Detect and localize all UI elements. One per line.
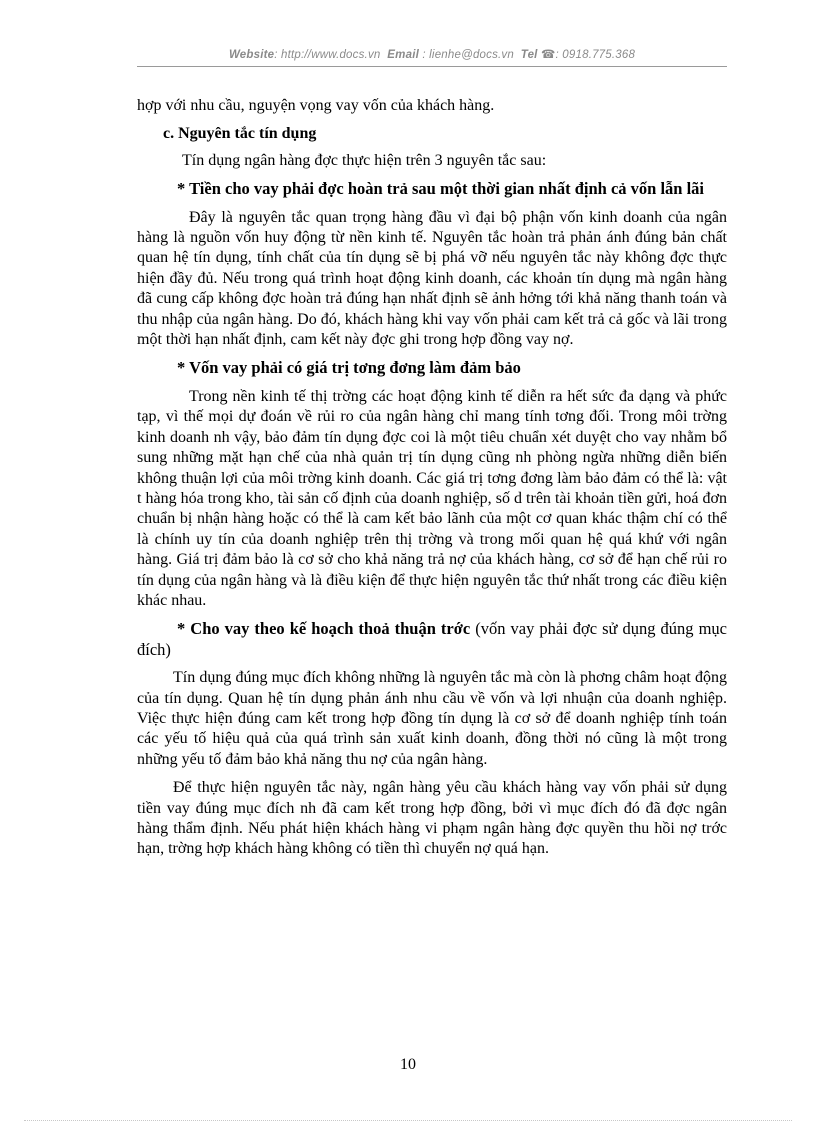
email-value: : lienhe@docs.vn	[422, 49, 514, 61]
header-rule	[137, 66, 727, 67]
section-heading-c: c. Nguyên tắc tín dụng	[163, 125, 317, 143]
principle-paragraph-1: Đây là nguyên tắc quan trọng hàng đầu vì đại bộ phận vốn kinh doanh của ngân hàng là nguồn vốn huy động từ nền kinh tế. Nguyên tắc hoàn trả phản ánh đúng bản chất quan hệ tín dụng, tính chất của tín dụng sẽ bị phá vỡ nếu nguyên tắc này không đợc thực hiện đầy đủ. Nếu trong quá trình hoạt động kinh doanh, các khoản tín dụng mà ngân hàng đã cung cấp không đợc hoàn trả đúng hạn nhất định sẽ ảnh hởng tới khả năng thanh toán và thu nhập của ngân hàng. Do đó, khách hàng khi vay vốn phải cam kết trả cả gốc và lãi trong một thời hạn nhất định, cam kết này đợc ghi trong hợp đồng vay nợ.	[137, 208, 727, 349]
principle-heading-2: * Vốn vay phải có giá trị tơng đơng làm đảm bảo	[177, 358, 521, 378]
email-label: Email	[387, 49, 419, 61]
page-header	[137, 47, 727, 61]
principle-paragraph-3: Tín dụng đúng mục đích không những là nguyên tắc mà còn là phơng châm hoạt động của tín dụng. Quan hệ tín dụng phản ánh nhu cầu về vốn và lợi nhuận của doanh nghiệp. Việc thực hiện đúng cam kết trong hợp đồng tín dụng là cơ sở để doanh nghiệp tính toán các yếu tố hiệu quả của quá trình sản xuất kinh doanh, đồng thời nó cũng là một trong những yếu tố đảm bảo khả năng thu nợ của ngân hàng.	[137, 669, 727, 768]
tel-value: : 0918.775.368	[555, 49, 636, 61]
phone-icon: ☎	[540, 49, 556, 61]
page-number: 10	[400, 1056, 416, 1073]
principle-heading-3-bold: * Cho vay theo kế hoạch thoả thuận trớc	[177, 619, 471, 639]
principle-heading-1: * Tiền cho vay phải đợc hoàn trả sau một thời gian nhất định cả vốn lẫn lãi	[177, 179, 704, 199]
website-label: Website	[228, 49, 275, 61]
tel-label: Tel	[520, 49, 538, 61]
principle-heading-3-note: (vốn vay phải đợc sử dụng đúng mục đích)	[137, 619, 727, 659]
principle-paragraph-2: Trong nền kinh tế thị trờng các hoạt động kinh tế diễn ra hết sức đa dạng và phức tạp, vì thế mọi dự đoán về rủi ro của ngân hàng chỉ mang tính tơng đối. Trong môi trờng kinh doanh nh vậy, bảo đảm tín dụng đợc coi là một tiêu chuẩn xét duyệt cho vay nhằm bổ sung những mặt hạn chế của nhà quản trị tín dụng cũng nh phòng ngừa những diễn biến không thuận lợi của môi trờng kinh doanh. Các giá trị tơng đơng làm bảo đảm có thể là: vật t hàng hóa trong kho, tài sản cố định của doanh nghiệp, số d trên tài khoản tiền gửi, hoá đơn chuẩn bị nhận hàng hoặc có thể là cam kết bảo lãnh của một cơ quan khác thậm chí có thể là chính uy tín của doanh nghiệp trên thị trờng và trong mối quan hệ quá khứ với ngân hàng. Giá trị đảm bảo là cơ sở cho khả năng trả nợ của khách hàng, cơ sở để hạn chế rủi ro tín dụng của ngân hàng và là điều kiện để thực hiện nguyên tắc thứ nhất trong các điều kiện khác nhau.	[137, 387, 727, 609]
principle-paragraph-4: Để thực hiện nguyên tắc này, ngân hàng yêu cầu khách hàng vay vốn phải sử dụng tiền vay đúng mục đích nh đã cam kết trong hợp đồng, bởi vì mục đích đó đã đợc ngân hàng thẩm định. Nếu phát hiện khách hàng vi phạm ngân hàng đợc quyền thu hồi nợ trớc hạn, trờng hợp khách hàng không có tiền thì chuyển nợ quá hạn.	[137, 779, 727, 858]
document-body	[137, 96, 727, 860]
website-value: : http://www.docs.vn	[274, 49, 381, 61]
intro-line: Tín dụng ngân hàng đợc thực hiện trên 3 nguyên tắc sau:	[182, 151, 547, 169]
footer-rule	[24, 1120, 792, 1121]
paragraph-continuation: hợp với nhu cầu, nguyện vọng vay vốn của khách hàng.	[137, 97, 495, 114]
principle-heading-3	[137, 619, 727, 660]
